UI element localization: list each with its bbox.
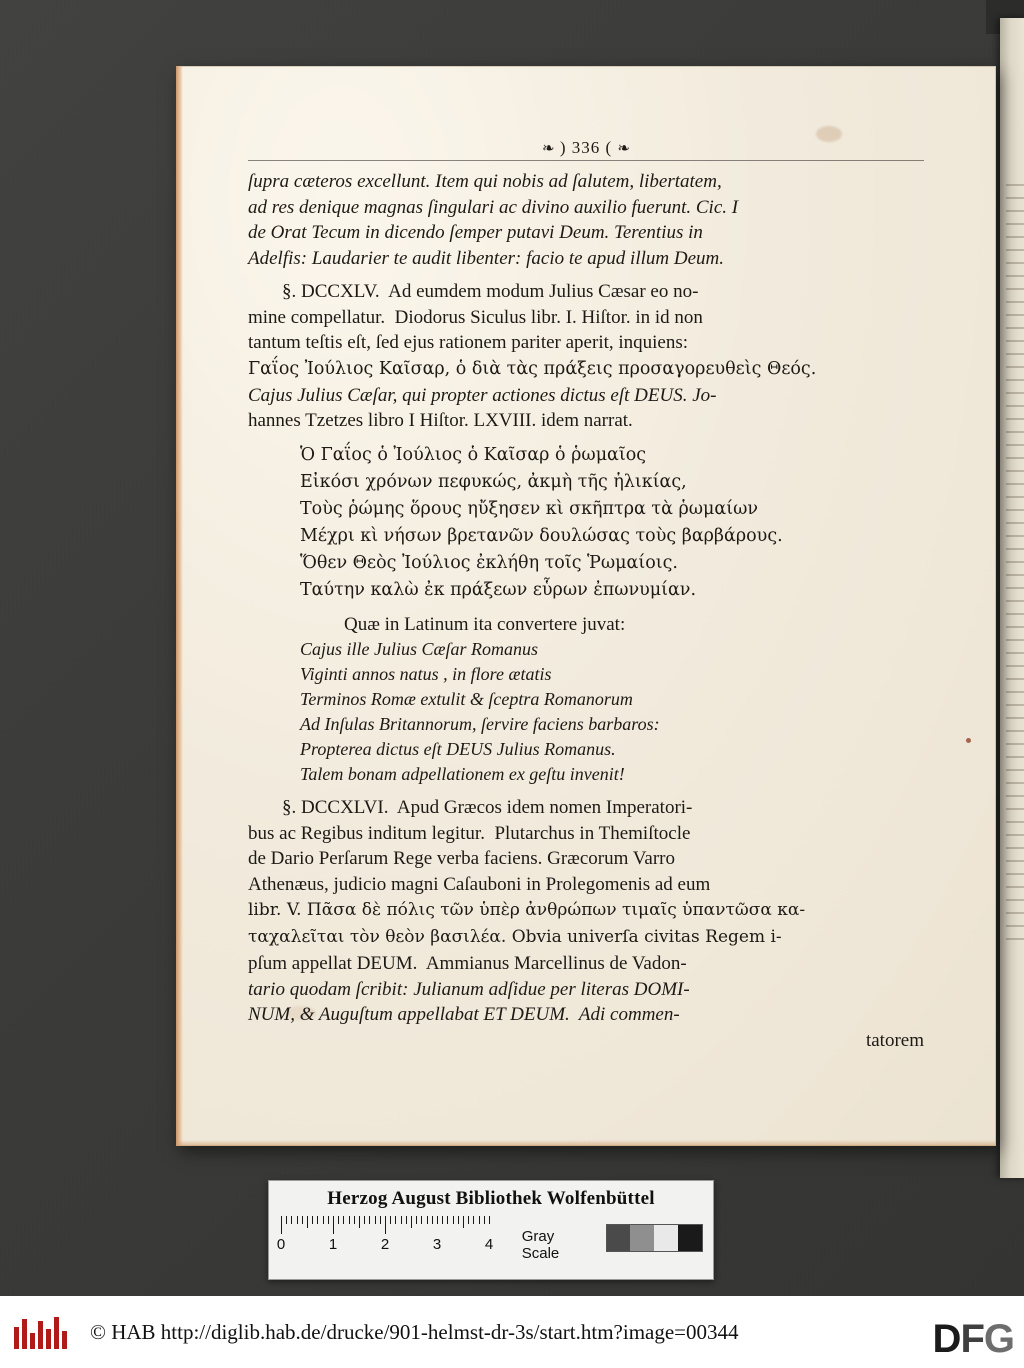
ruler-tick — [333, 1216, 334, 1234]
page-header — [248, 138, 924, 158]
section-745-greek-line: Γαΐος Ἰούλιος Καῖσαρ, ὁ διὰ τὰς πράξεις προσαγορευθεὶς Θεός. — [248, 358, 817, 379]
ruler-tick — [364, 1216, 365, 1224]
ruler-tick — [411, 1216, 412, 1228]
latin-verse-line: Talem bonam adpellationem ex geſtu invenit! — [300, 764, 625, 784]
section-745-line: Cajus Julius Cæſar, qui propter actiones dictus eſt DEUS. Jo- — [248, 384, 717, 406]
ruler-tick — [421, 1216, 422, 1224]
header-right-ornament: ❧ — [617, 141, 630, 157]
library-name: Herzog August Bibliothek Wolfenbüttel — [327, 1188, 655, 1209]
ruler-tick — [442, 1216, 443, 1224]
greek-verse-line: Ὅθεν Θεὸς Ἰούλιος ἐκλήθη τοῖς Ῥωμαίοις. — [300, 552, 678, 573]
ruler-tick — [328, 1216, 329, 1224]
latin-verse-line: Cajus ille Julius Cæſar Romanus — [300, 639, 539, 659]
ruler-numbers — [276, 1236, 512, 1254]
dfg-logo-d: D — [932, 1317, 961, 1361]
ruler — [276, 1216, 512, 1254]
greek-verse-line: Τοὺς ῥώμης ὅρους ηὔξησεν κὶ σκῆπτρα τὰ ῥωμαίων — [300, 498, 758, 519]
ruler-tick — [317, 1216, 318, 1224]
ruler-tick — [463, 1216, 464, 1228]
gray-scale-label: Gray Scale — [521, 1228, 560, 1262]
ink-speck — [966, 738, 971, 743]
ruler-tick — [437, 1216, 438, 1224]
ruler-tick — [458, 1216, 459, 1224]
ruler-tick — [281, 1216, 282, 1234]
ruler-tick — [343, 1216, 344, 1224]
ruler-tick — [479, 1216, 480, 1224]
greek-verse-line: Ταύτην καλὼ ἐκ πράξεων εὗρων ἐπωνυμίαν. — [300, 579, 697, 600]
section-746-line: tario quodam ſcribit: Julianum adſidue per literas DOMI- — [248, 978, 690, 1000]
catchword: tatorem — [865, 1029, 924, 1051]
ruler-tick — [375, 1216, 376, 1224]
ruler-number: 4 — [484, 1236, 494, 1253]
dfg-logo-f: F — [960, 1317, 984, 1361]
greek-verse-line: Εἰκόσι χρόνων πεφυκώς, ἀκμὴ τῆς ἡλικίας, — [300, 471, 687, 492]
ruler-tick — [432, 1216, 433, 1224]
ruler-tick — [453, 1216, 454, 1224]
ruler-ticks — [281, 1216, 512, 1236]
ruler-tick — [354, 1216, 355, 1224]
section-745-line: mine compellatur. Diodorus Siculus libr. I. Hiſtor. in id non — [248, 306, 703, 328]
latin-verse-line: Propterea dictus eſt DEUS Julius Romanus. — [300, 739, 616, 759]
book-page — [176, 66, 996, 1146]
spacer — [248, 434, 924, 442]
section-746-line: Athenæus, judicio magni Caſauboni in Prolegomenis ad eum — [248, 873, 711, 895]
page-bottom-edge — [176, 1140, 996, 1146]
gray-patch — [654, 1225, 678, 1251]
credit-text: © HAB http://diglib.hab.de/drucke/901-helmst-dr-3s/start.htm?image=00344 — [90, 1319, 739, 1344]
ruler-tick — [489, 1216, 490, 1224]
section-745-line: §. DCCXLV. Ad eumdem modum Julius Cæsar eo no- — [282, 281, 699, 302]
body-line: ad res denique magnas ſingulari ac divino auxilio fuerunt. Cic. I — [248, 196, 739, 218]
ruler-tick — [291, 1216, 292, 1224]
header-rule — [248, 160, 924, 161]
section-746-greek-line: ταχαλεῖται τὸν θεὸν βασιλέα. Obvia univerſa civitas Regem i- — [248, 927, 782, 947]
ruler-tick — [473, 1216, 474, 1224]
dfg-logo — [933, 1317, 1014, 1362]
section-746-line: pſum appellat DEUM. Ammianus Marcellinus de Vadon- — [248, 953, 687, 974]
gray-scale-patches — [606, 1224, 703, 1252]
ruler-tick — [338, 1216, 339, 1224]
ruler-number: 0 — [276, 1236, 286, 1253]
spacer — [248, 787, 924, 795]
ruler-tick — [302, 1216, 303, 1224]
latin-verse-line: Terminos Romæ extulit & ſceptra Romanorum — [300, 689, 633, 709]
ruler-tick — [359, 1216, 360, 1228]
ruler-number: 2 — [380, 1236, 390, 1253]
section-746-greek-line: libr. V. Πᾶσα δὲ πόλις τῶν ὑπὲρ ἀνθρώπων τιμαῖς ὑπαντῶσα κα- — [248, 900, 806, 920]
ruler-tick — [401, 1216, 402, 1224]
ruler-tick — [395, 1216, 396, 1224]
body-line: ſupra cæteros excellunt. Item qui nobis ad ſalutem, libertatem, — [248, 171, 722, 192]
ruler-tick — [297, 1216, 298, 1224]
adjacent-page-text-bleed — [1006, 180, 1024, 940]
ruler-tick — [369, 1216, 370, 1224]
page-text-block — [248, 138, 924, 1053]
ruler-tick — [312, 1216, 313, 1224]
latin-verse-line: Ad Inſulas Britannorum, ſervire faciens barbaros: — [300, 714, 660, 734]
ruler-tick — [416, 1216, 417, 1224]
header-left-ornament: ❧ — [542, 141, 555, 157]
ruler-tick — [349, 1216, 350, 1224]
ruler-tick — [427, 1216, 428, 1224]
hab-logo-icon — [14, 1315, 76, 1349]
ruler-tick — [323, 1216, 324, 1224]
ruler-tick — [484, 1216, 485, 1224]
spacer — [248, 604, 924, 612]
ruler-tick — [447, 1216, 448, 1224]
gray-patch — [630, 1225, 654, 1251]
ruler-tick — [385, 1216, 386, 1234]
section-745-line: hannes Tzetzes libro I Hiſtor. LXVIII. idem narrat. — [248, 410, 633, 431]
ruler-number: 3 — [432, 1236, 442, 1253]
section-746-line: de Dario Perſarum Rege verba faciens. Græcorum Varro — [248, 848, 675, 869]
spacer — [248, 271, 924, 279]
greek-verse-line: Ὁ Γαΐος ὁ Ἰούλιος ὁ Καῖσαρ ὁ ῥωμαῖος — [300, 444, 647, 465]
greek-verse-line: Μέχρι κὶ νήσων βρετανῶν δουλώσας τοὺς βαρβάρους. — [300, 525, 783, 546]
ruler-tick — [468, 1216, 469, 1224]
ruler-tick — [307, 1216, 308, 1228]
latin-translation-intro: Quæ in Latinum ita convertere juvat: — [344, 613, 626, 635]
page-left-edge — [176, 66, 183, 1146]
section-745-line: tantum teſtis eſt, ſed ejus rationem pariter aperit, inquiens: — [248, 332, 689, 353]
gray-patch — [607, 1225, 631, 1251]
credit-bar — [0, 1296, 1024, 1368]
section-746-line: NUM, & Auguſtum appellabat ET DEUM. Adi commen- — [248, 1004, 680, 1025]
body-line: Adelfis: Laudarier te audit libenter: facio te apud illum Deum. — [248, 247, 724, 269]
ruler-number: 1 — [328, 1236, 338, 1253]
page-number: ) 336 ( — [559, 138, 613, 157]
dfg-logo-g: G — [983, 1317, 1014, 1361]
section-746-line: §. DCCXLVI. Apud Græcos idem nomen Imperatori- — [282, 797, 693, 818]
latin-verse-line: Viginti annos natus , in flore ætatis — [300, 664, 552, 684]
ruler-tick — [380, 1216, 381, 1224]
gray-patch — [678, 1225, 702, 1251]
calibration-target-card — [268, 1180, 714, 1280]
target-card-row — [269, 1210, 713, 1262]
section-746-line: bus ac Regibus inditum legitur. Plutarchus in Themiſtocle — [248, 822, 691, 844]
ruler-tick — [406, 1216, 407, 1224]
body-line: de Orat Tecum in dicendo ſemper putavi Deum. Terentius in — [248, 222, 703, 243]
ruler-tick — [286, 1216, 287, 1224]
ruler-tick — [390, 1216, 391, 1224]
